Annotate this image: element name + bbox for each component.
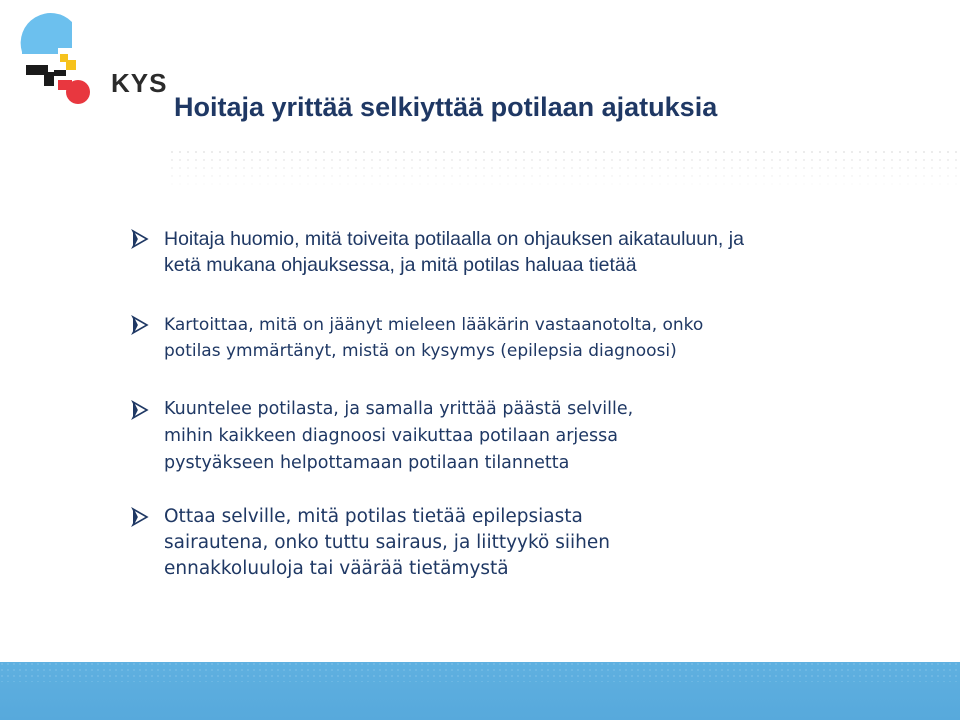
bullet-line: Ottaa selville, mitä potilas tietää epilepsiasta [164, 506, 583, 527]
bullet-line: mihin kaikkeen diagnoosi vaikuttaa potilaan arjessa [164, 426, 618, 446]
bullet-item [130, 396, 920, 477]
slide-title: Hoitaja yrittää selkiyttää potilaan ajatuksia [174, 92, 718, 122]
decorative-dot-pattern [170, 150, 960, 190]
bullet-line: sairautena, onko tuttu sairaus, ja liittyykö siihen [164, 532, 610, 553]
arrow-bullet-icon [130, 400, 150, 420]
bullet-item [130, 226, 920, 278]
bullet-item [130, 312, 920, 364]
bullet-line: Kuuntelee potilasta, ja samalla yrittää päästä selville, [164, 399, 634, 419]
arrow-bullet-icon [130, 315, 150, 335]
bullet-line: Hoitaja huomio, mitä toiveita potilaalla on ohjauksen aikatauluun, ja [164, 228, 744, 250]
footer-dot-pattern [0, 662, 960, 682]
bullet-item [130, 504, 920, 582]
bullet-list [130, 226, 920, 582]
kys-logo [14, 10, 168, 110]
bullet-line: Kartoittaa, mitä on jäänyt mieleen lääkärin vastaanotolta, onko [164, 315, 704, 335]
bullet-line: potilas ymmärtänyt, mistä on kysymys (epilepsia diagnoosi) [164, 341, 677, 361]
arrow-bullet-icon [130, 229, 150, 249]
logo-text: KYS [111, 68, 168, 98]
bullet-line: pystyäkseen helpottamaan potilaan tilannetta [164, 453, 570, 473]
bullet-line: ketä mukana ohjauksessa, ja mitä potilas haluaa tietää [164, 254, 637, 276]
bullet-line: ennakkoluuloja tai väärää tietämystä [164, 558, 509, 579]
arrow-bullet-icon [130, 507, 150, 527]
